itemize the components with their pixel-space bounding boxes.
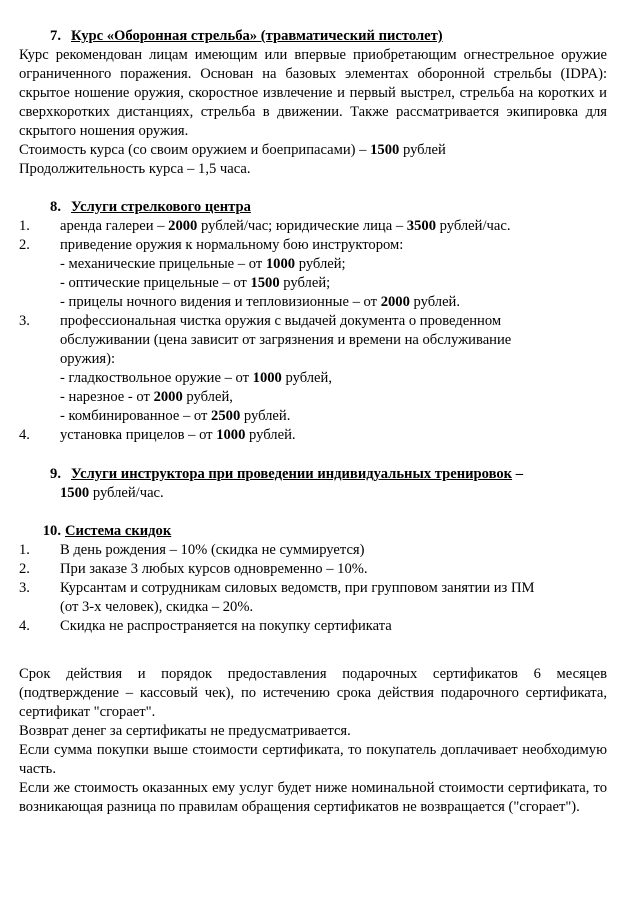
certificate-paragraph-1: Срок действия и порядок предоставления подарочных сертификатов 6 месяцев (подтверждение – кассовый чек), по истечению срока действия подарочного сертификата, сертификат "сгорает". — [19, 666, 607, 720]
sub-item: - нарезное - от 2000 рублей, — [60, 389, 233, 405]
section-7-description: Курс рекомендован лицам имеющим или впервые приобретающим огнестрельное оружие ограниченного поражения. Основан на базовых элементах оборонной стрельбы (IDPA): скрытое ношение оружия, скоростное извлечение и первый выстрел, стрельба на коротких и сверхкоротких дистанциях, стрельба в движении. Также рассматривается экипировка для скрытого ношения оружия. — [19, 47, 607, 139]
section-8-title: Услуги стрелкового центра — [71, 199, 251, 215]
list-item: 3. профессиональная чистка оружия с выдачей документа о проведенном обслуживании (цена зависит от загрязнения и времени на обслуживание оружия): — [19, 313, 512, 367]
list-item: 2. При заказе 3 любых курсов одновременно – 10%. — [19, 561, 368, 577]
section-7-duration: Продолжительность курса – 1,5 часа. — [19, 161, 251, 177]
certificate-paragraph-2: Возврат денег за сертификаты не предусматривается. — [19, 723, 351, 739]
sub-item: - комбинированное – от 2500 рублей. — [60, 408, 291, 424]
section-10-heading — [19, 522, 607, 541]
section-7-number: 7. — [50, 28, 61, 44]
sub-item: - оптические прицельные – от 1500 рублей; — [60, 275, 331, 291]
sub-item: - прицелы ночного видения и тепловизионные – от 2000 рублей. — [60, 294, 461, 310]
sub-item: - гладкоствольное оружие – от 1000 рублей, — [60, 370, 332, 386]
section-9-heading: 9. Услуги инструктора при проведении индивидуальных тренировок – — [19, 465, 607, 484]
section-9-title: Услуги инструктора при проведении индивидуальных тренировок — [71, 466, 513, 482]
list-item: 4. Скидка не распространяется на покупку сертификата — [19, 618, 392, 634]
certificate-paragraph-3: Если сумма покупки выше стоимости сертификата, то покупатель доплачивает необходимую часть. — [19, 742, 607, 777]
section-7-cost: Стоимость курса (со своим оружием и боеприпасами) – 1500 рублей — [19, 142, 446, 158]
document-page — [19, 27, 607, 817]
section-7-heading — [19, 27, 607, 46]
section-7-title: Курс «Оборонная стрельба» (травматический пистолет) — [71, 28, 443, 44]
list-item: 4. установка прицелов – от 1000 рублей. — [19, 427, 296, 443]
certificate-paragraph-4: Если же стоимость оказанных ему услуг будет ниже номинальной стоимости сертификата, то возникающая разница по правилам обращения сертификатов не возвращается ("сгорает"). — [19, 780, 607, 815]
sub-item: - механические прицельные – от 1000 рублей; — [60, 256, 346, 272]
list-item: 2. приведение оружия к нормальному бою инструктором: — [19, 237, 404, 253]
section-8-number: 8. — [50, 199, 61, 215]
section-10-title: Система скидок — [65, 523, 172, 539]
list-item: 1. В день рождения – 10% (скидка не суммируется) — [19, 542, 365, 558]
section-8-heading — [19, 198, 607, 217]
list-item: 3. Курсантам и сотрудникам силовых ведомств, при групповом занятии из ПМ (от 3-х человек), скидка – 20%. — [19, 580, 535, 615]
section-9-price: 1500 рублей/час. — [60, 485, 164, 501]
section-9-number: 9. — [50, 466, 61, 482]
section-10-number: 10. — [42, 523, 61, 539]
list-item: 1. аренда галереи – 2000 рублей/час; юридические лица – 3500 рублей/час. — [19, 218, 511, 234]
